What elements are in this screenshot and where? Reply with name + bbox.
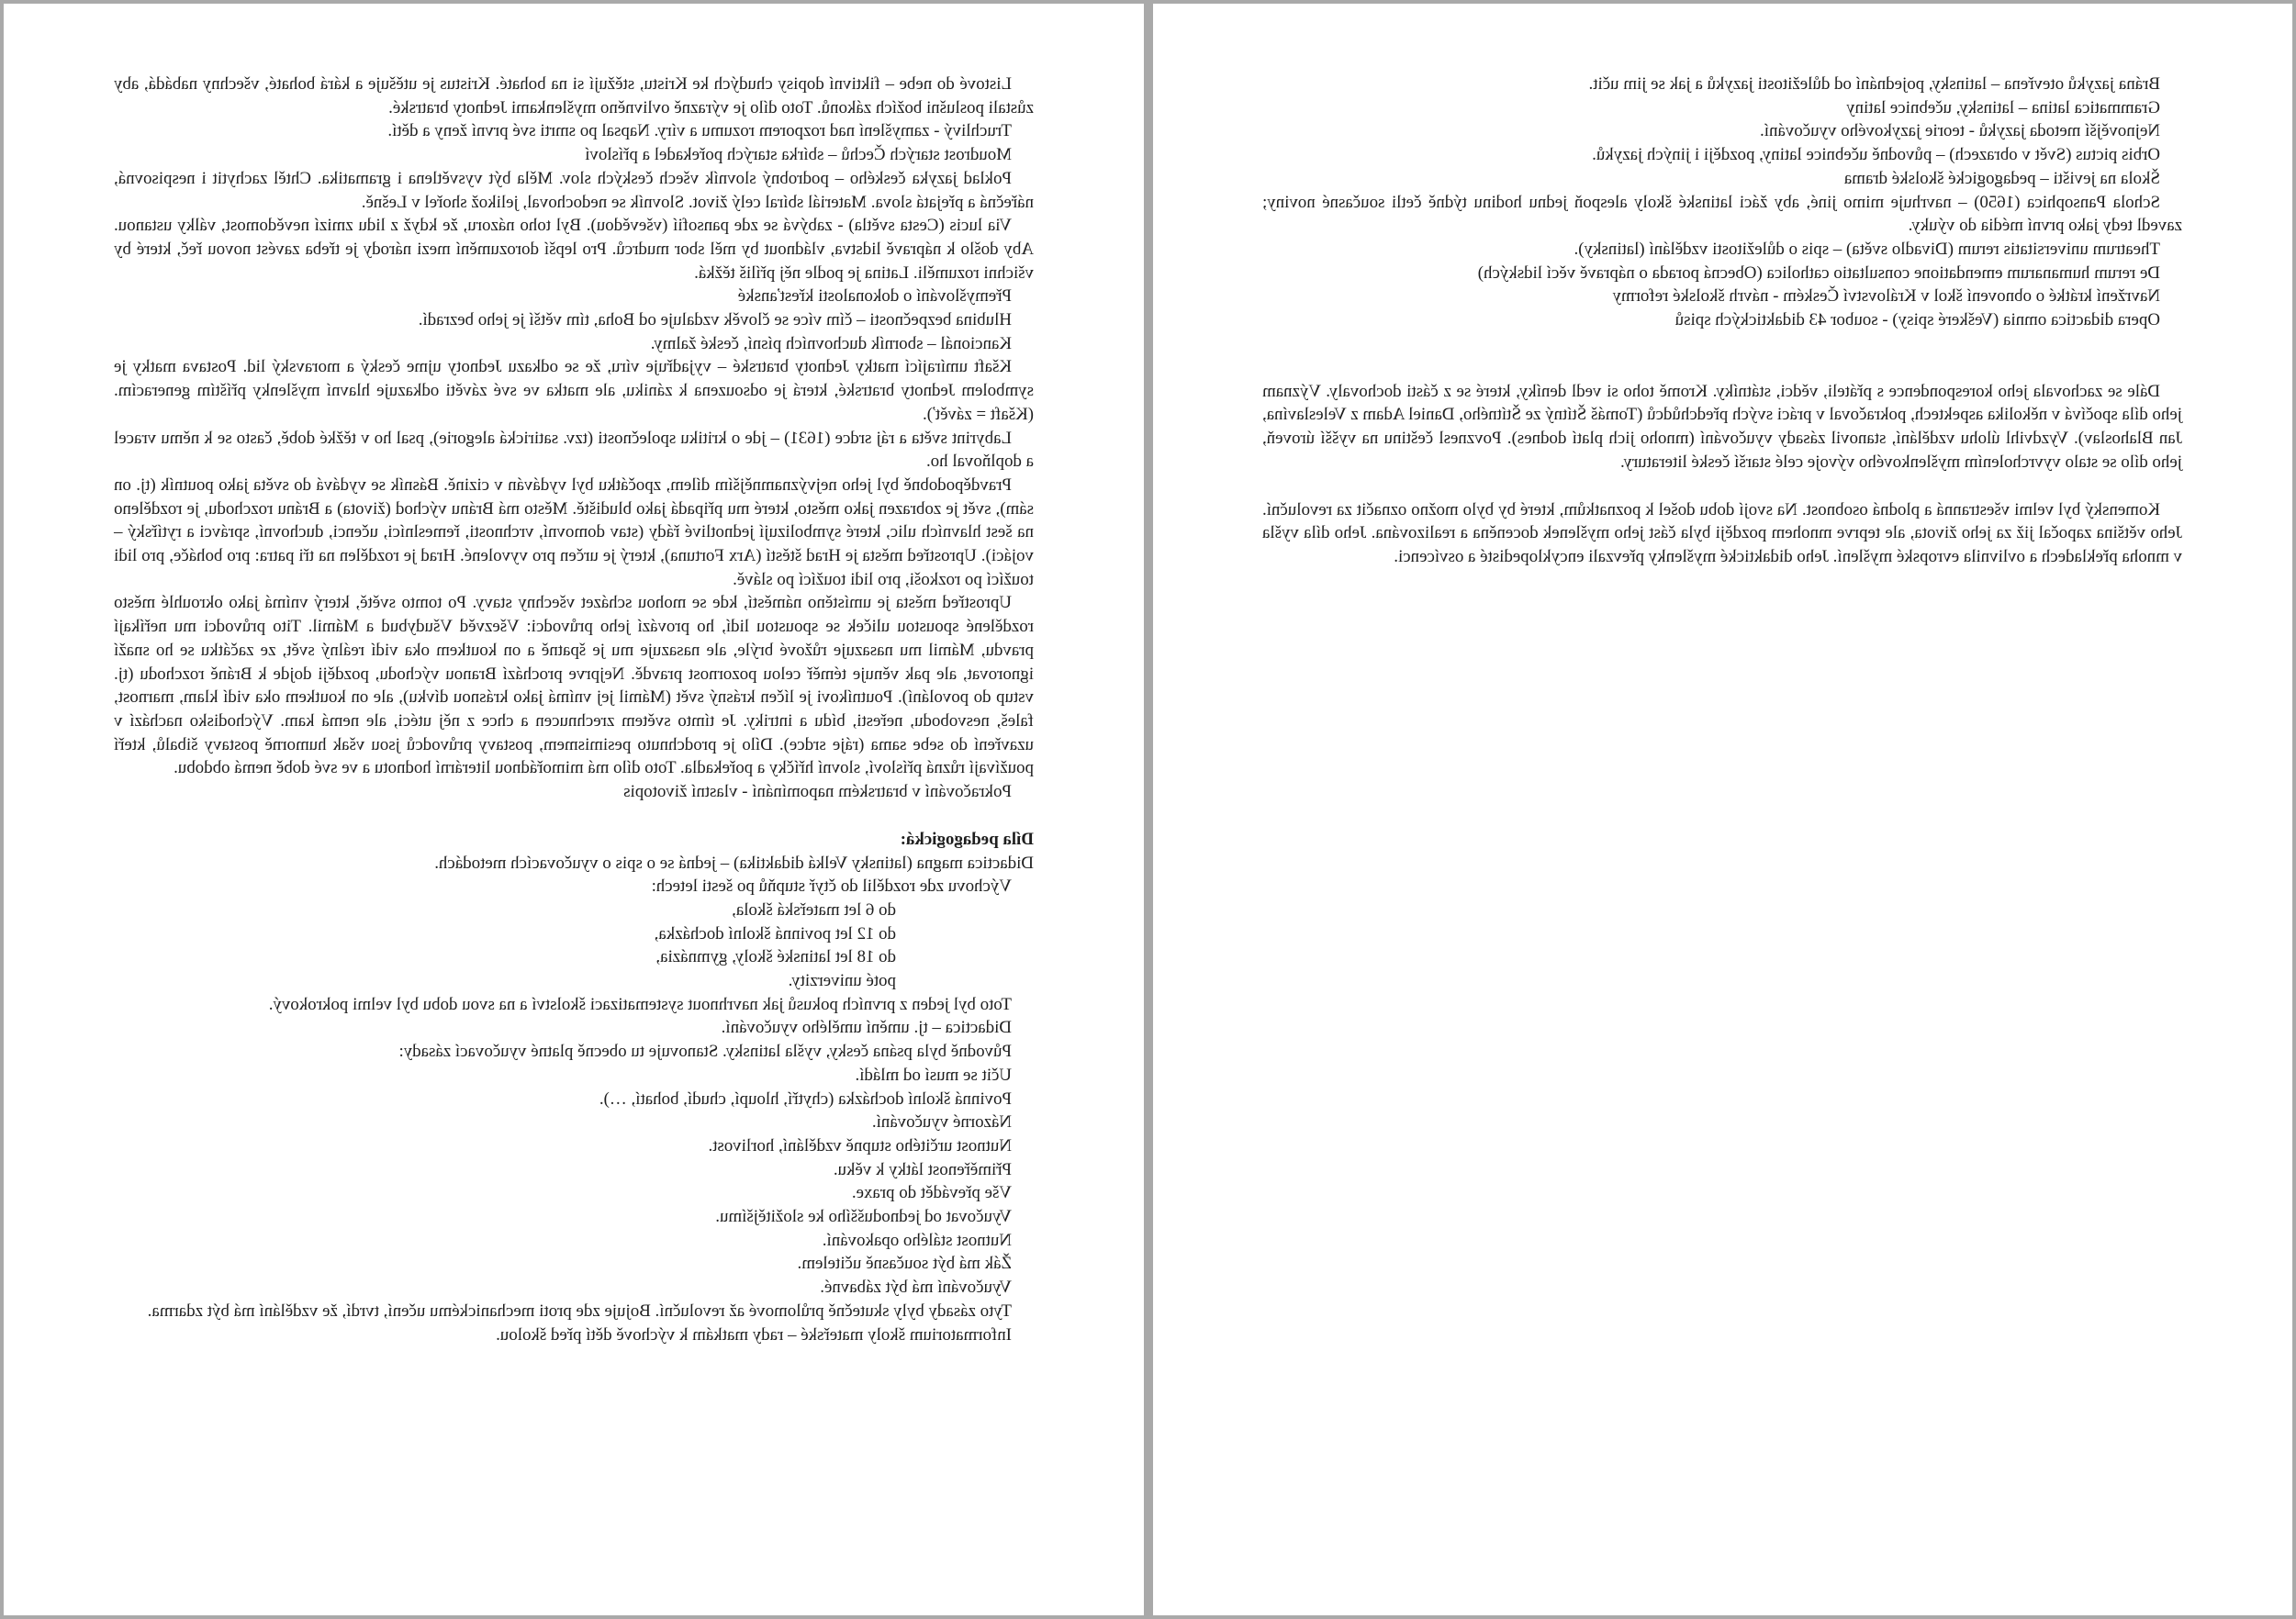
paragraph-legacy: Dále se zachovala jeho korespondence s přáteli, vědci, státníky. Kromě toho si vedl deníky, které se z části dochovaly. Význam jeho díla spočívá v několika aspektech, pokračoval v práci svých předchůdců (Tomáš Štítný ze Štítného, Daniel Adam z Veleslavína, Jan Blahoslav). Vyzdvihl úlohu vzdělání, stanovil zásady vyučování (mnoho jich platí dodnes). Povznesl češtinu na vyšší úroveň, jeho dílo se stalo vyvrcholením myšlenkového vývoje celé starší české literatury. (1262, 381, 2182, 472)
spacer (114, 804, 1034, 828)
ped-entry: Toto byl jeden z prvních pokusů jak navrhnout systematizaci školství a na svou dobu byl velmi pokrokový. (268, 994, 1012, 1014)
principle-item: Vyučování má být zábavné. (820, 1278, 1012, 1298)
ped-entry: Didactica – tj. umění umělého vyučování. (721, 1018, 1012, 1038)
page-left (4, 4, 1144, 1615)
ped-entry: Informatorium školy mateřské – rady matkám k výchově dětí před školou. (496, 1324, 1012, 1345)
entry: Poklad jazyka českého – podrobný slovník všech českých slov. Měla být vysvětlena i gramatika. Chtěl zachytit i nespisovná, nářečná a přejatá slova. Materiál sbíral celý život. Slovník se nedochoval, jelikož shořel v Lešně. (114, 168, 1034, 212)
entry: Uprostřed města je umístěno náměstí, kde se mohou scházet všechny stavy. Po tomto světě, který vnímá jako okrouhlé město rozdělené spoustou uliček se spoustou lidí, ho provází jeho průvodci: Všezvěd Všudybud a Mámil. Tito průvodci mu neříkají pravdu, Mámil mu nasazuje růžové brýle, ale nasazuje mu je špatně a on koutkem oka vidí reálný svět, ze začátku se ho snaží ignorovat, ale pak věnuje téměř celou pozornost pravdě. Nejprve prochází Branou východu, později dojde k Bráně rozchodu (tj. vstup do povolání). Poutníkovi je líčen krásný svět (Mámil jej vnímá jako krásnou dívku), ale on koutkem oka vidí klam, marnost, faleš, nesvobodu, neřesti, bídu a intriky. Je tímto světem zrechnucen a chce z něj utéci, ale nemá kam. Východisko nachází v uzavření do sebe sama (ráje srdce). Dílo je prodchnuto pesimismem, postavy průvodců jsou však humorně postavy šibalů, kteří používají různá přísloví, slovní hříčky a pořekadla. Toto dílo má mimořádnou literární hodnotu a ve své době nemá obdobu. (114, 593, 1034, 778)
principle-item: Názorné vyučování. (871, 1112, 1012, 1133)
entry: Hlubina bezpečnosti – čím více se člověk vzdaluje od Boha, tím větší je jeho bezradí. (418, 310, 1012, 330)
entry: Listové do nebe – fiktivní dopisy chudých ke Kristu, stěžují si na bohaté. Kristus je utěšuje a kárá bohaté, všechny nabádá, aby zůstali poslušni božích zákonů. Toto dílo je výrazně ovlivněno myšlenkami Jednoty bratrské. (114, 74, 1034, 117)
spacer (1262, 475, 2182, 498)
works-item: Škola na jevišti – pedagogické školské drama (1843, 168, 2160, 188)
page-left-content (114, 73, 1034, 1346)
entry: Labyrint světa a ráj srdce (1631) – jde o kritiku společnosti (tzv. satirická alegorie), psal ho v těžké době, často se k němu vracel a doplňoval ho. (114, 428, 1034, 472)
works-item: Opera didactica omnia (Veškeré spisy) - soubor 43 didaktických spisů (1674, 310, 2160, 330)
spacer (1262, 332, 2182, 356)
works-item: De rerum humanarum emendatione consultatio catholica (Obecná porada o nápravě věcí lidských) (1477, 262, 2160, 283)
works-item: Navržení krátké o obnovení škol v Království Českém - návrh školské reformy (1612, 286, 2160, 307)
entry: Kancionál – sborník duchovních písní, české žalmy. (650, 333, 1012, 353)
entry: Kšaft umírající matky Jednoty bratrské – vyjadřuje víru, že se odkazu Jednoty ujme český a moravský lid. Postava matky je symbolem Jednoty bratrské, která je odsouzena k zániku, ale matka ve své závěti odkazuje hlavní myšlenky příštím generacím. (Kšaft = závěť). (114, 357, 1034, 424)
works-item: Schola Pansophica (1650) – navrhuje mimo jiné, aby žáci latinské školy alespoň jednu hodinu týdně četli současné noviny; zavedl tedy jako první média do výuky. (1262, 192, 2182, 236)
page-right-content (1262, 73, 2182, 569)
entry: Pravděpodobně byl jeho nejvýznamnějším dílem, zpočátku byl vydáván v cizině. Básník se vydává do světa jako poutník (tj. on sám), svět je zobrazen jako město, které mu připadá jako bludiště. Město má Bránu východ (života) a Bránu rozchodu, je rozděleno na šest hlavních ulic, které symbolizují jednotlivé řády (stav domovní, vrchnosti, řemeslníci, učenci, duchovní, správci a rytířský – vojáci). Uprostřed města je Hrad štěstí (Arx Fortuna), který je určen pro vyvolené. Hrad je rozdělen na tři patra: pro boháče, pro lidi toužící po rozkoši, pro lidi toužící po slávě. (114, 475, 1034, 589)
stage-item: do 18 let latinské školy, gymnázia, (655, 947, 896, 967)
section-heading: Díla pedagogická: (900, 829, 1034, 849)
ped-entry: Původně byla psána česky, vyšla latinsky. Stanovuje tu obecně platné vyučovací zásady: (398, 1042, 1012, 1062)
stage-item: poté univerzity. (788, 971, 896, 991)
works-item: Brána jazyků otevřena – latinsky, pojednání od důležitosti jazyků a jak se jim učit. (1588, 74, 2160, 94)
principle-item: Učit se musí od mládí. (855, 1065, 1012, 1085)
stage-item: do 6 let mateřská škola, (732, 899, 896, 920)
entry: Přemyšlování o dokonalosti křesťanské (737, 286, 1012, 307)
principle-item: Nutnost stálého opakování. (822, 1230, 1012, 1250)
principle-item: Nutnost určitého stupně vzdělání, horlivost. (708, 1135, 1012, 1156)
principle-item: Vyučovat od jednoduššího ke složitějšímu. (715, 1207, 1012, 1227)
principle-item: Přiměřenost látky k věku. (833, 1159, 1012, 1179)
entry: Truchlivý - zamyšlení nad rozporem rozumu a víry. Napsal po smrti své první ženy a dětí. (387, 121, 1012, 141)
works-item: Nejnovější metoda jazyků - teorie jazykového vyučování. (1760, 121, 2160, 141)
entry: Pokračování v bratrském napomínání - vlastní životopis (623, 782, 1012, 802)
stage-item: do 12 let povinná školní docházka, (654, 923, 896, 943)
principle-item: Vše převádět do praxe. (851, 1183, 1012, 1203)
paragraph-summary: Komenský byl velmi všestranná a plodná osobnost. Na svojí dobu došel k poznatkům, které by bylo možno označit za revoluční. Jeho většina započal již za jeho života, ale teprve mnohem později byla část jeho myšlenek doceněna a realizována. Jeho díla vyšla v mnoha překladech a ovlivnila evropské myšlení. Jeho didaktické myšlenky převzali encyklopedisté a osvícenci. (1262, 499, 2182, 566)
works-item: Grammatica latina – latinsky, učebnice latiny (1846, 97, 2160, 117)
principle-item: Žák má být současně učitelem. (797, 1254, 1012, 1274)
ped-entry: Výchovu zde rozdělil do čtyř stupňů po šesti letech: (651, 876, 1012, 897)
works-item: Theatrum universitatis rerum (Divadlo světa) – spis o důležitosti vzdělání (latinsky). (1574, 239, 2160, 259)
works-item: Orbis pictus (Svět v obrazech) – původně učebnice latiny, později i jiných jazyků. (1592, 145, 2160, 165)
ped-entry: Tyto zásady byly skutečně průlomové až revoluční. Bojuje zde proti mechanickému učení, tvrdí, že vzdělání má být zdarma. (147, 1301, 1012, 1321)
spacer (1262, 356, 2182, 380)
entry: Moudrost starých Čechů – sbírka starých pořekadel a přísloví (585, 145, 1012, 165)
entry: Via lucis (Cesta světla) - zabývá se zde pansofií (vševědou). Byl toho názoru, že když z lidu zmizí nevědomost, války ustanou. Aby došlo k nápravě lidstva, vládnout by měl sbor mudrců. Pro lepší dorozumění mezi národy je třeba zavést novou řeč, které by všichni rozuměli. Latina je podle něj příliš těžká. (114, 216, 1034, 283)
ped-entry: Didactica magna (latinsky Velká didaktika) – jedná se o spis o vyučovacích metodách. (434, 853, 1034, 873)
principle-item: Povinná školní docházka (chytří, hloupí, chudí, bohatí, …). (599, 1089, 1012, 1109)
page-right (1153, 4, 2292, 1615)
